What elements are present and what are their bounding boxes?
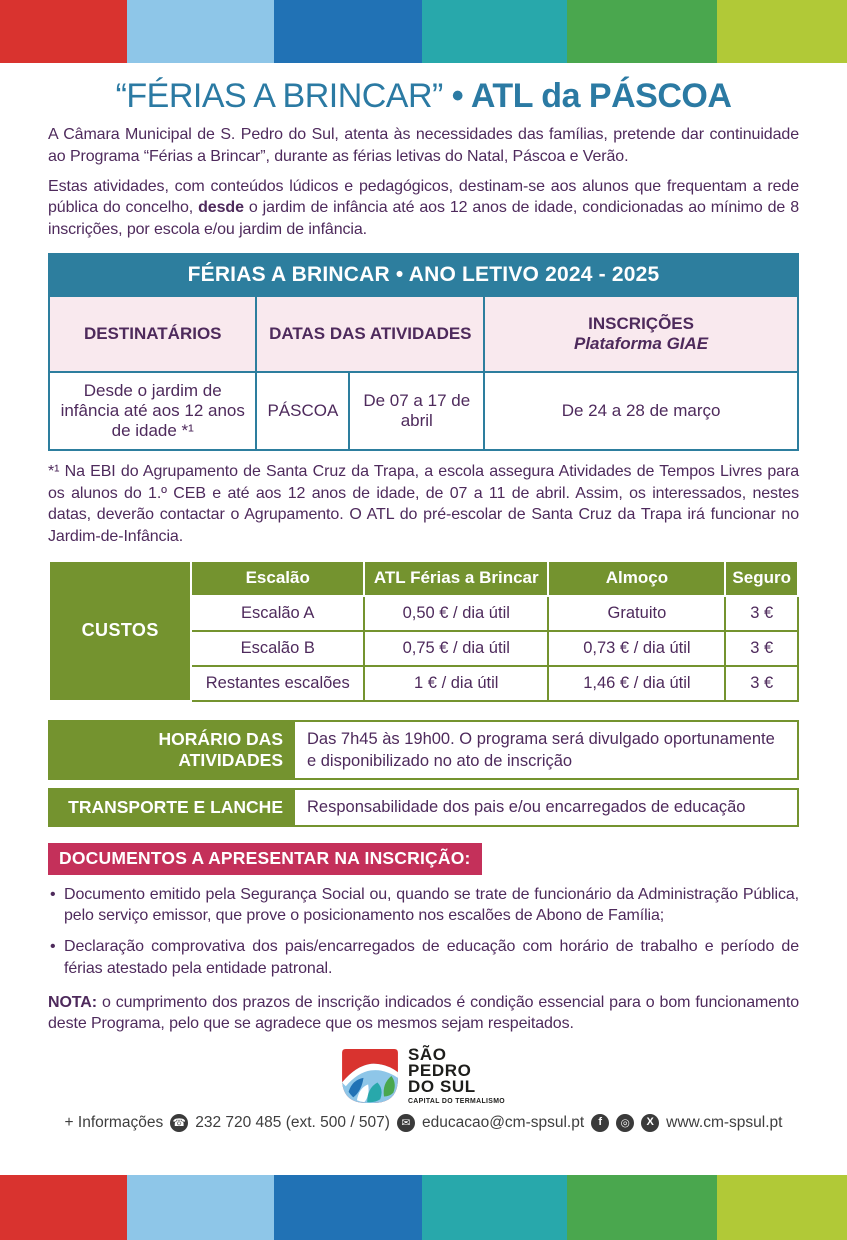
intro-p2-after: o jardim de infância até aos 12 anos de idade, condicionadas ao mínimo de 8 inscrições, por escola e/ou jardim de infância. bbox=[48, 199, 799, 238]
logo-line-2: PEDRO bbox=[407, 1061, 472, 1081]
color-bar-segment bbox=[127, 1175, 274, 1240]
footer-contact-line bbox=[48, 1114, 799, 1132]
top-color-bar bbox=[0, 0, 847, 63]
schedule-col-inscricoes bbox=[484, 296, 798, 372]
intro-paragraph-1: A Câmara Municipal de S. Pedro do Sul, atenta às necessidades das famílias, pretende dar continuidade ao Programa “Férias a Brincar”, durante as férias letivas do Natal, Páscoa e Verão. bbox=[48, 126, 799, 165]
logo-tagline: CAPITAL DO TERMALISMO bbox=[407, 1097, 506, 1105]
costs-row-label: CUSTOS bbox=[49, 561, 191, 701]
color-bar-segment bbox=[274, 1175, 421, 1240]
documents-list-item: • Documento emitido pela Segurança Social ou, quando se trate de funcionário da Administração Pública, pelo serviço emissor, que prove o posicionamento nos escalões de Abono de Família; bbox=[48, 884, 799, 928]
content-area bbox=[0, 63, 847, 1175]
intro-p2-before: Estas atividades, com conteúdos lúdicos e pedagógicos, destinam-se aos alunos que frequentam a rede pública do concelho, bbox=[48, 177, 799, 217]
transporte-label: TRANSPORTE E LANCHE bbox=[48, 788, 293, 826]
intro-paragraph-2 bbox=[48, 176, 799, 241]
nota-text: o cumprimento dos prazos de inscrição indicados é condição essencial para o bom funcionamento deste Programa, pelo que se agradece que os mesmos sejam respeitados. bbox=[48, 993, 799, 1033]
page-title-bold: ATL da PÁSCOA bbox=[470, 77, 732, 115]
horario-row bbox=[48, 720, 799, 781]
schedule-cell-destinatarios: Desde o jardim de infância até aos 12 anos de idade *¹ bbox=[49, 372, 256, 450]
costs-cell: 1 € / dia útil bbox=[364, 666, 548, 701]
color-bar-segment bbox=[0, 1175, 127, 1240]
bottom-color-bar bbox=[0, 1175, 847, 1240]
schedule-table-row bbox=[49, 372, 798, 450]
schedule-col-inscricoes-line2: Plataforma GIAE bbox=[574, 333, 709, 353]
color-bar-segment bbox=[0, 0, 127, 63]
schedule-cell-periodo: PÁSCOA bbox=[256, 372, 349, 450]
costs-cell: Escalão A bbox=[191, 596, 364, 631]
costs-cell: 0,50 € / dia útil bbox=[364, 596, 548, 631]
municipality-logo bbox=[48, 1047, 799, 1105]
municipality-logo-text bbox=[408, 1047, 505, 1105]
horario-label: HORÁRIO DAS ATIVIDADES bbox=[48, 720, 293, 781]
x-icon[interactable]: X bbox=[641, 1114, 659, 1132]
color-bar-segment bbox=[127, 0, 274, 63]
costs-cell: 3 € bbox=[725, 631, 798, 666]
footer-info-label: + Informações bbox=[64, 1113, 164, 1131]
footer-email[interactable]: educacao@cm-spsul.pt bbox=[421, 1113, 585, 1131]
footer-website[interactable]: www.cm-spsul.pt bbox=[666, 1113, 783, 1131]
costs-table bbox=[48, 560, 799, 702]
schedule-table-title: FÉRIAS A BRINCAR • ANO LETIVO 2024 - 2025 bbox=[49, 254, 798, 296]
transporte-row bbox=[48, 788, 799, 826]
footer-phone: 232 720 485 (ext. 500 / 507) bbox=[195, 1113, 390, 1131]
page-title bbox=[48, 77, 799, 116]
logo-line-3: DO SUL bbox=[407, 1076, 476, 1096]
color-bar-segment bbox=[274, 0, 421, 63]
costs-cell: Gratuito bbox=[548, 596, 725, 631]
schedule-cell-inscricoes: De 24 a 28 de março bbox=[484, 372, 798, 450]
nota-label: NOTA: bbox=[48, 993, 97, 1011]
documents-section-title: DOCUMENTOS A APRESENTAR NA INSCRIÇÃO: bbox=[48, 843, 482, 875]
documents-list-item: • Declaração comprovativa dos pais/encarregados de educação com horário de trabalho e período de férias atestado pela entidade patronal. bbox=[48, 936, 799, 980]
color-bar-segment bbox=[567, 0, 716, 63]
costs-cell: 3 € bbox=[725, 596, 798, 631]
costs-header-almoco: Almoço bbox=[548, 561, 725, 596]
schedule-col-destinatarios: DESTINATÁRIOS bbox=[49, 296, 256, 372]
sao-pedro-do-sul-shield-icon bbox=[342, 1049, 398, 1103]
costs-header-seguro: Seguro bbox=[725, 561, 798, 596]
instagram-icon[interactable]: ◎ bbox=[616, 1114, 634, 1132]
transporte-value: Responsabilidade dos pais e/ou encarregados de educação bbox=[293, 788, 799, 826]
intro-p2-bold: desde bbox=[198, 199, 244, 217]
facebook-icon[interactable]: f bbox=[591, 1114, 609, 1132]
color-bar-segment bbox=[717, 1175, 847, 1240]
page-title-separator: • bbox=[442, 77, 471, 115]
schedule-cell-datas: De 07 a 17 de abril bbox=[349, 372, 484, 450]
logo-line-1: SÃO bbox=[407, 1045, 447, 1065]
costs-header-atl: ATL Férias a Brincar bbox=[364, 561, 548, 596]
schedule-col-inscricoes-line1: INSCRIÇÕES bbox=[588, 313, 694, 333]
schedule-col-datas: DATAS DAS ATIVIDADES bbox=[256, 296, 484, 372]
costs-cell: 0,75 € / dia útil bbox=[364, 631, 548, 666]
color-bar-segment bbox=[717, 0, 847, 63]
costs-cell: Escalão B bbox=[191, 631, 364, 666]
nota-paragraph bbox=[48, 992, 799, 1036]
color-bar-segment bbox=[422, 0, 568, 63]
color-bar-segment bbox=[422, 1175, 568, 1240]
documents-list bbox=[48, 884, 799, 980]
footnote: *¹ Na EBI do Agrupamento de Santa Cruz da Trapa, a escola assegura Atividades de Tempos Livres para os alunos do 1.º CEB e até aos 12 anos de idade, de 07 a 11 de abril. Assim, os interessados, nestes datas, deverão contactar o Agrupamento. O ATL do pré-escolar de Santa Cruz da Trapa irá funcionar no Jardim-de-Infância. bbox=[48, 462, 799, 545]
horario-value: Das 7h45 às 19h00. O programa será divulgado oportunamente e disponibilizado no ato de inscrição bbox=[293, 720, 799, 781]
schedule-table bbox=[48, 253, 799, 451]
costs-cell: Restantes escalões bbox=[191, 666, 364, 701]
color-bar-segment bbox=[567, 1175, 716, 1240]
costs-cell: 0,73 € / dia útil bbox=[548, 631, 725, 666]
costs-cell: 1,46 € / dia útil bbox=[548, 666, 725, 701]
costs-cell: 3 € bbox=[725, 666, 798, 701]
phone-icon: ☎ bbox=[170, 1114, 188, 1132]
page-title-quoted: “FÉRIAS A BRINCAR” bbox=[115, 77, 443, 115]
mail-icon: ✉ bbox=[397, 1114, 415, 1132]
costs-header-escalao: Escalão bbox=[191, 561, 364, 596]
